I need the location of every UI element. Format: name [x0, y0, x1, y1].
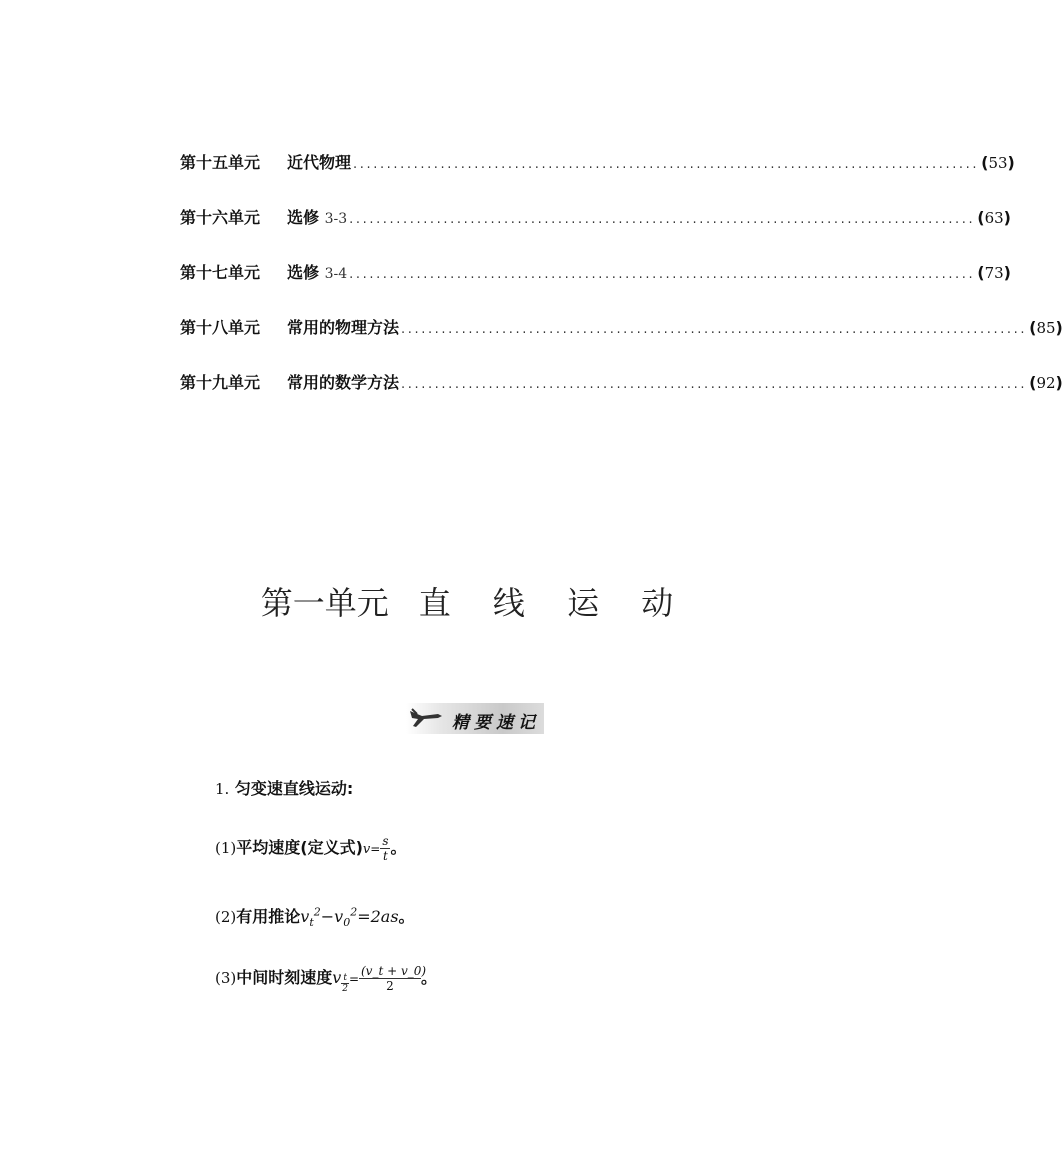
toc-unit: 第十六单元 — [180, 208, 261, 227]
toc-leader-dots: ............................................................................................. — [349, 212, 976, 227]
formula-useful-corollary: (2)有用推论$v_t^2-v_0^2=2as$。 — [215, 905, 415, 930]
airplane-icon — [408, 705, 444, 731]
toc-unit: 第十八单元 — [180, 318, 261, 337]
toc-unit: 第十七单元 — [180, 263, 261, 282]
banner-label: 精要速记 — [452, 713, 540, 733]
notes-heading: 1. 匀变速直线运动: — [215, 779, 354, 798]
toc-row[interactable] — [180, 315, 1063, 370]
toc-leader-dots: ............................................................................................. — [353, 157, 980, 172]
toc-title: 常用的数学方法 — [287, 373, 400, 392]
toc-leader-dots: ............................................................................................. — [401, 322, 1028, 337]
toc-page-number: (63) — [977, 208, 1011, 227]
toc-row[interactable] — [180, 370, 1063, 425]
toc-title: 近代物理 — [287, 153, 352, 172]
toc-unit: 第十九单元 — [180, 373, 261, 392]
toc-page-number: (92) — [1029, 373, 1063, 392]
table-of-contents — [180, 150, 1063, 425]
toc-title: 选修 3-4 — [287, 263, 348, 282]
toc-page-number: (73) — [977, 263, 1011, 282]
toc-leader-dots: ............................................................................................. — [349, 267, 976, 282]
toc-title: 选修 3-3 — [287, 208, 348, 227]
formula-average-velocity: (1)平均速度(定义式)v= $\frac{s}{t}$ 。 — [215, 834, 407, 863]
toc-row[interactable] — [180, 150, 1015, 205]
chapter-unit: 第一单元 — [260, 584, 389, 622]
toc-unit: 第十五单元 — [180, 153, 261, 172]
toc-page-number: (85) — [1029, 318, 1063, 337]
toc-title: 常用的物理方法 — [287, 318, 400, 337]
toc-page-number: (53) — [981, 153, 1015, 172]
toc-leader-dots: ............................................................................................. — [401, 377, 1028, 392]
chapter-name: 直 线 运 动 — [418, 584, 690, 622]
formula-midpoint-velocity: (3)中间时刻速度v $\frac{t}{2}$ = $\frac{(v\_t + v\_0)}{2}$ 。 — [215, 964, 438, 994]
section-banner — [406, 703, 544, 734]
chapter-title — [0, 578, 950, 624]
toc-row[interactable] — [180, 205, 1011, 260]
toc-row[interactable] — [180, 260, 1011, 315]
